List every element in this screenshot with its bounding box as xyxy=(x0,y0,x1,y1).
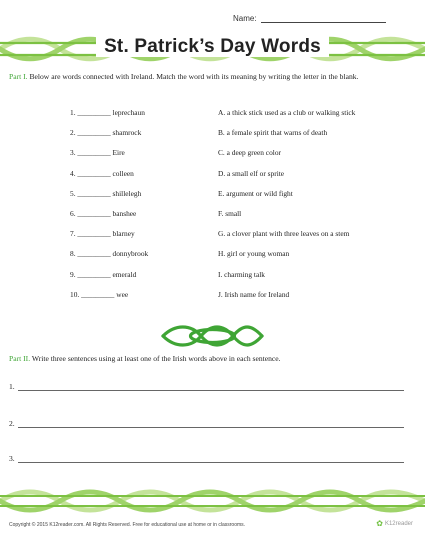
name-blank-line[interactable] xyxy=(261,14,386,23)
match-row: 5. _________ shillelegh E. argument or wild fight xyxy=(70,188,293,198)
meaning: G. a clover plant with three leaves on a stem xyxy=(218,229,350,239)
brand-logo: ✿ K12reader xyxy=(376,519,413,528)
match-row: 2. _________ shamrock B. a female spirit that warns of death xyxy=(70,128,328,138)
irish-word: wee xyxy=(116,289,129,299)
irish-word: Eire xyxy=(112,148,125,158)
irish-word: emerald xyxy=(112,269,137,279)
answer-blank[interactable]: _________ xyxy=(77,168,111,178)
match-row: 3. _________ Eire C. a deep green color xyxy=(70,148,281,158)
match-row: 4. _________ colleen D. a small elf or sprite xyxy=(70,168,285,178)
irish-word: blarney xyxy=(112,229,135,239)
irish-word: colleen xyxy=(112,168,134,178)
meaning: H. girl or young woman xyxy=(218,249,290,259)
match-row: 8. _________ donnybrook H. girl or young woman xyxy=(70,249,290,259)
matching-list xyxy=(70,108,410,310)
match-row: 6. _________ banshee F. small xyxy=(70,208,242,218)
meaning: B. a female spirit that warns of death xyxy=(218,128,328,138)
part1-instructions: Below are words connected with Ireland. Match the word with its meaning by writing the letter in the blank. xyxy=(29,72,359,81)
match-row: 9. _________ emerald I. charming talk xyxy=(70,269,265,279)
answer-blank[interactable]: _________ xyxy=(77,208,111,218)
irish-word: banshee xyxy=(112,208,137,218)
answer-blank[interactable]: _________ xyxy=(77,249,111,259)
part2-heading xyxy=(9,354,414,364)
part1-heading xyxy=(9,72,414,82)
meaning: E. argument or wild fight xyxy=(218,188,293,198)
irish-word: donnybrook xyxy=(112,249,149,259)
part2-instructions: Write three sentences using at least one of the Irish words above in each sentence. xyxy=(31,354,281,363)
meaning: D. a small elf or sprite xyxy=(218,168,285,178)
answer-blank[interactable]: _________ xyxy=(77,188,111,198)
name-label: Name: xyxy=(233,14,257,23)
irish-word: shillelegh xyxy=(112,188,142,198)
answer-blank[interactable]: _________ xyxy=(81,289,115,299)
answer-blank[interactable]: _________ xyxy=(77,148,111,158)
irish-word: leprechaun xyxy=(112,108,145,117)
sentence-line[interactable]: 1. xyxy=(9,382,404,391)
sentence-line[interactable]: 3. xyxy=(9,454,404,463)
match-row: 10. _________ wee J. Irish name for Ireland xyxy=(70,289,290,299)
irish-word: shamrock xyxy=(112,128,142,138)
meaning: F. small xyxy=(218,208,242,218)
answer-blank[interactable]: _________ xyxy=(77,108,111,117)
meaning: A. a thick stick used as a club or walking stick xyxy=(218,108,356,117)
match-row: 7. _________ blarney G. a clover plant with three leaves on a stem xyxy=(70,229,350,239)
meaning: J. Irish name for Ireland xyxy=(218,289,290,299)
part1-label: Part I. xyxy=(9,72,28,81)
answer-blank[interactable]: _________ xyxy=(77,128,111,138)
name-field[interactable] xyxy=(233,14,386,23)
answer-blank[interactable]: _________ xyxy=(77,229,111,239)
leaf-icon: ✿ xyxy=(376,519,383,528)
meaning: C. a deep green color xyxy=(218,148,281,158)
match-row: 1. _________ leprechaun A. a thick stick used as a club or walking stick xyxy=(70,108,356,117)
celtic-knot-icon xyxy=(161,325,264,347)
celtic-band-bottom-icon xyxy=(0,488,425,514)
part2-label: Part II. xyxy=(9,354,31,363)
copyright-footer: Copyright © 2015 K12reader.com. All Rights Reserved. Free for educational use at home or in classrooms. xyxy=(9,522,246,528)
sentence-line[interactable]: 2. xyxy=(9,419,404,428)
meaning: I. charming talk xyxy=(218,269,265,279)
answer-blank[interactable]: _________ xyxy=(77,269,111,279)
page-title: St. Patrick’s Day Words xyxy=(0,36,425,58)
